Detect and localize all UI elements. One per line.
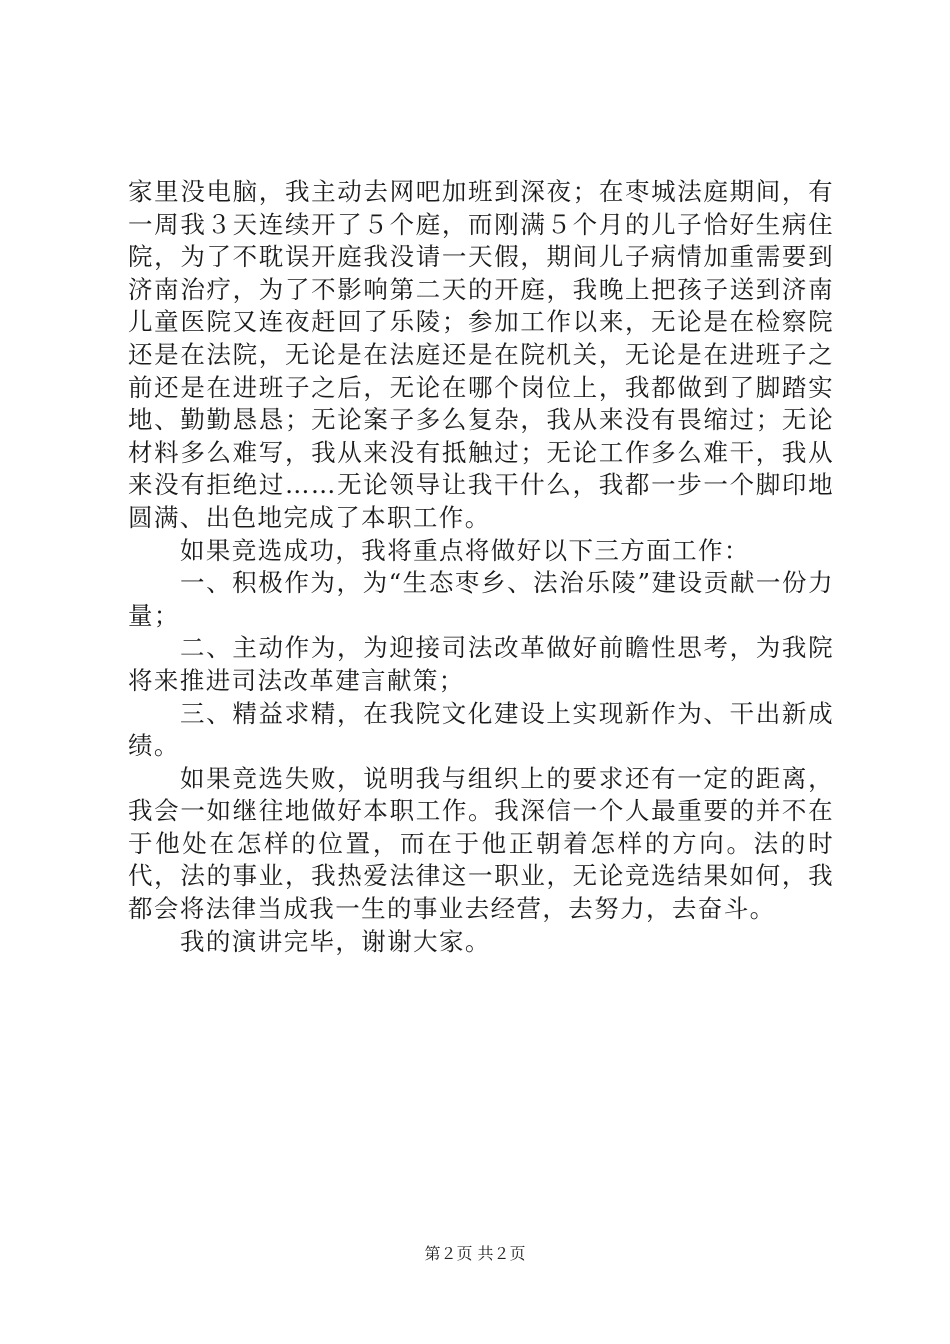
document-body [128,176,834,958]
paragraph-if-failure: 如果竞选失败，说明我与组织上的要求还有一定的距离，我会一如继往地做好本职工作。我深信一个人最重要的并不在于他处在怎样的位置，而在于他正朝着怎样的方向。法的时代，法的事业，我热爱法律这一职业，无论竞选结果如何，我都会将法律当成我一生的事业去经营，去努力，去奋斗。 [128,763,834,924]
paragraph-plan-item-2: 二、主动作为，为迎接司法改革做好前瞻性思考，为我院将来推进司法改革建言献策； [128,633,834,695]
paragraph-if-success: 如果竞选成功，我将重点将做好以下三方面工作： [180,535,750,565]
paragraph-closing: 我的演讲完毕，谢谢大家。 [180,926,491,956]
paragraph-plan-item-1: 一、积极作为，为“生态枣乡、法治乐陵”建设贡献一份力量； [128,568,834,630]
paragraph-continuation: 家里没电脑，我主动去网吧加班到深夜；在枣城法庭期间，有一周我３天连续开了５个庭，而刚满５个月的儿子恰好生病住院，为了不耽误开庭我没请一天假，期间儿子病情加重需要到济南治疗，为了不影响第二天的开庭，我晚上把孩子送到济南儿童医院又连夜赶回了乐陵；参加工作以来，无论是在检察院还是在法院，无论是在法庭还是在院机关，无论是在进班子之前还是在进班子之后，无论在哪个岗位上，我都做到了脚踏实地、勤勤恳恳；无论案子多么复杂，我从来没有畏缩过；无论材料多么难写，我从来没有抵触过；无论工作多么难干，我从来没有拒绝过……无论领导让我干什么，我都一步一个脚印地圆满、出色地完成了本职工作。 [128,177,834,532]
page-number-footer: 第２页 共２页 [424,1244,526,1263]
paragraph-plan-item-3: 三、精益求精，在我院文化建设上实现新作为、干出新成绩。 [128,698,834,761]
